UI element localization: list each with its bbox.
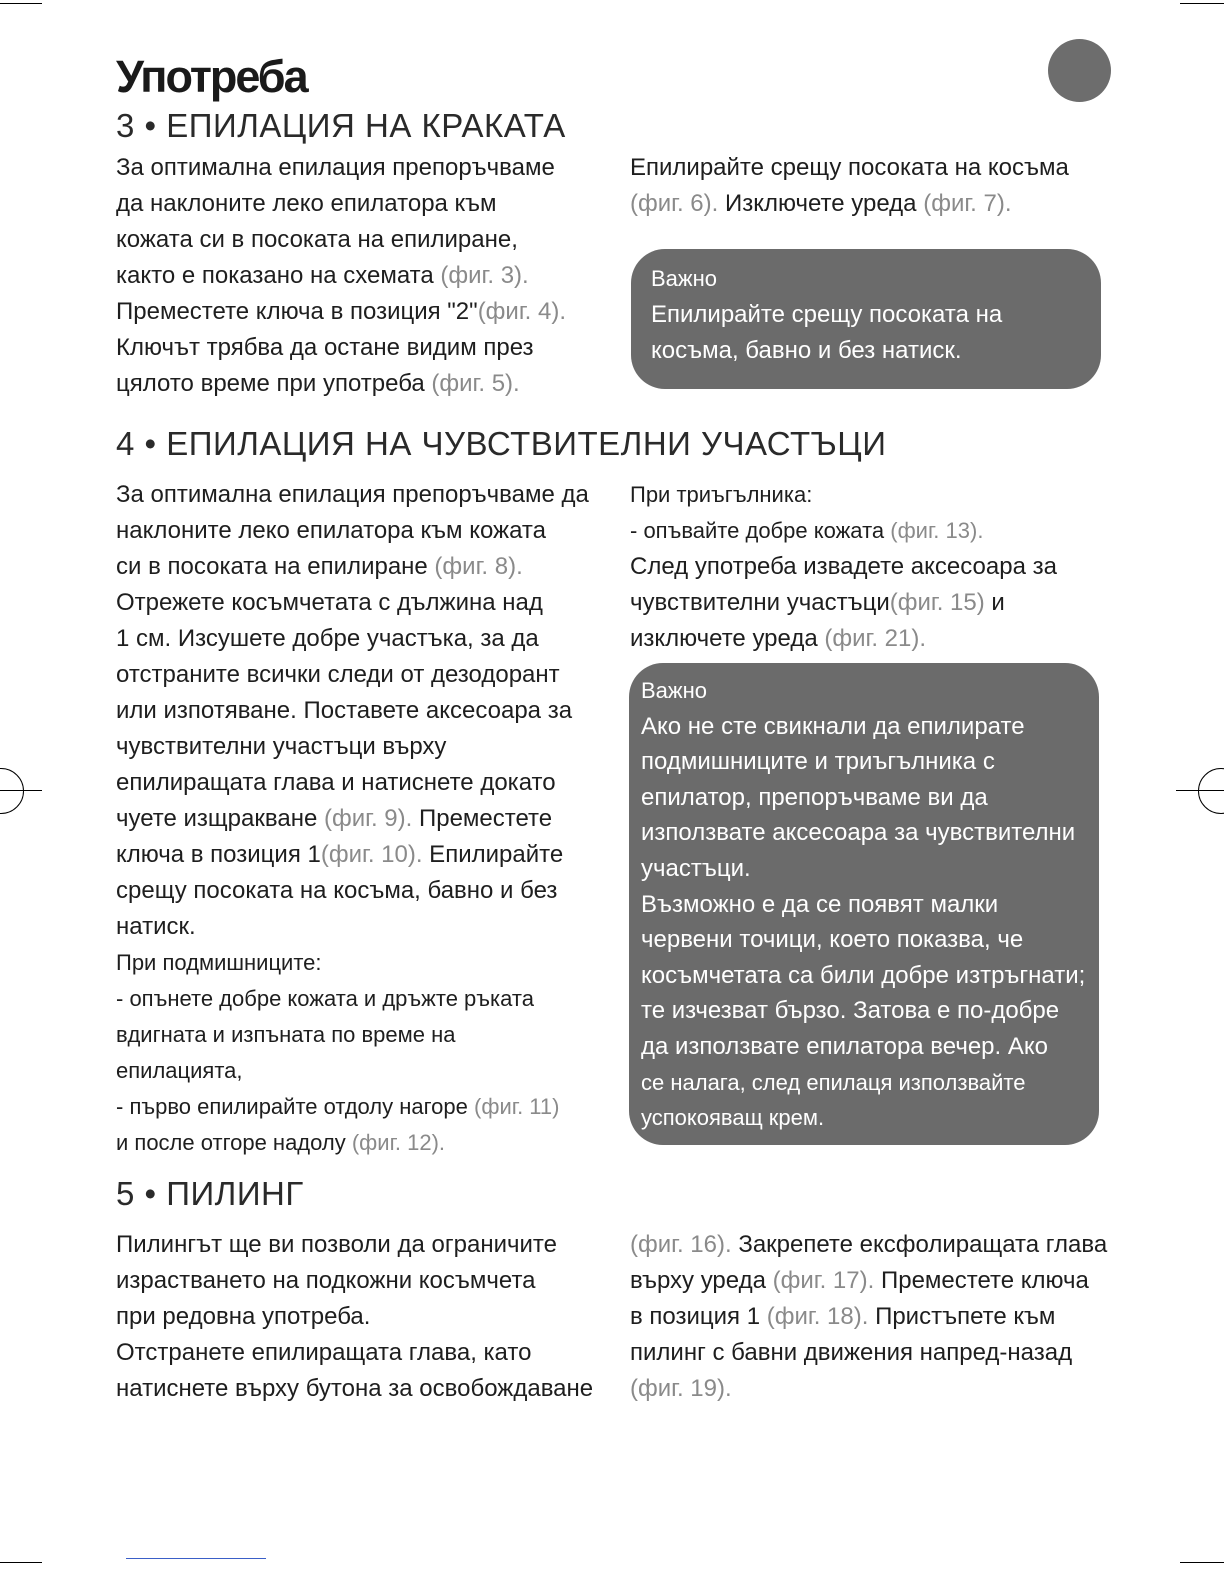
crop-mark bbox=[1180, 3, 1224, 4]
text-line: наклоните леко епилатора към кожата bbox=[116, 517, 546, 544]
figure-ref: (фиг. 10). bbox=[320, 841, 423, 868]
text-line: За оптимална епилация препоръчваме да bbox=[116, 481, 589, 508]
text-line: епилацията, bbox=[116, 1058, 243, 1083]
text-line: пилинг с бавни движения напред-назад bbox=[630, 1339, 1073, 1366]
text-line bbox=[116, 1125, 616, 1161]
text-span: в позиция 1 bbox=[630, 1303, 767, 1330]
text-line: След употреба извадете аксесоара за bbox=[630, 553, 1057, 580]
section-3-left-text bbox=[116, 150, 606, 402]
text-line bbox=[630, 1227, 1110, 1263]
text-span: Преместете ключа в позиция "2" bbox=[116, 298, 478, 325]
section-4-right-text bbox=[630, 477, 1110, 657]
text-line: използвате аксесоара за чувствителни bbox=[641, 819, 1076, 847]
text-line: при редовна употреба. bbox=[116, 1303, 371, 1330]
text-line: Отстранете епилиращата глава, като bbox=[116, 1339, 532, 1366]
armpits-title: При подмишниците: bbox=[116, 950, 322, 975]
text-line bbox=[116, 366, 606, 402]
section-4-heading: 4 • ЕПИЛАЦИЯ НА ЧУВСТВИТЕЛНИ УЧАСТЪЦИ bbox=[116, 425, 887, 462]
text-line: Ако не сте свикнали да епилирате bbox=[641, 712, 1025, 740]
text-line: те изчезват бързо. Затова е по-добре bbox=[641, 997, 1060, 1025]
figure-ref: (фиг. 18). bbox=[766, 1303, 869, 1330]
crop-mark bbox=[0, 1562, 42, 1563]
figure-ref: (фиг. 3). bbox=[433, 262, 529, 289]
text-line: отстраните всички следи от дезодорант bbox=[116, 661, 560, 688]
text-span: чуете изщракване bbox=[116, 805, 324, 832]
text-line: Възможно е да се появят малки bbox=[641, 890, 999, 918]
text-line bbox=[630, 1263, 1110, 1299]
text-span: върху уреда bbox=[630, 1267, 773, 1294]
text-line: участъци. bbox=[641, 854, 751, 882]
text-span: Изключете уреда bbox=[718, 190, 924, 217]
important-box-sensitive bbox=[629, 663, 1099, 1145]
text-span: Епилирайте bbox=[422, 841, 564, 868]
figure-ref: (фиг. 15) bbox=[889, 589, 985, 616]
text-line: вдигната и изпъната по време на bbox=[116, 1022, 456, 1047]
text-line bbox=[116, 837, 616, 873]
figure-ref: (фиг. 9). bbox=[323, 805, 413, 832]
text-line: Пилингът ще ви позволи да ограничите bbox=[116, 1231, 557, 1258]
text-span: - опъвайте добре кожата bbox=[630, 518, 891, 543]
figure-ref: (фиг. 19). bbox=[630, 1375, 732, 1402]
text-line: епилиращата глава и натиснете докато bbox=[116, 769, 556, 796]
figure-ref: (фиг. 13). bbox=[890, 518, 984, 543]
text-line bbox=[116, 258, 606, 294]
text-line bbox=[630, 1299, 1110, 1335]
figure-ref: (фиг. 12). bbox=[351, 1130, 446, 1155]
text-line: червени точици, което показва, че bbox=[641, 926, 1024, 954]
text-span: чувствителни участъци bbox=[630, 589, 890, 616]
text-line: Ключът трябва да остане видим през bbox=[116, 334, 534, 361]
section-3-right-text bbox=[630, 150, 1110, 222]
text-line: успокояващ крем. bbox=[641, 1105, 825, 1131]
text-line: епилатор, препоръчваме ви да bbox=[641, 783, 988, 811]
text-line bbox=[116, 801, 616, 837]
registration-circle bbox=[1198, 768, 1224, 814]
text-span: Преместете ключа bbox=[874, 1267, 1089, 1294]
text-line: срещу посоката на косъма, бавно и без bbox=[116, 877, 558, 904]
important-label: Важно bbox=[641, 678, 708, 703]
text-line: За оптимална епилация препоръчваме bbox=[116, 154, 555, 181]
section-3-heading: 3 • ЕПИЛАЦИЯ НА КРАКАТА bbox=[116, 107, 566, 144]
text-span: - първо епилирайте отдолу нагоре bbox=[116, 1094, 475, 1119]
text-line bbox=[116, 294, 606, 330]
text-line: чувствителни участъци върху bbox=[116, 733, 447, 760]
text-span: си в посоката на епилиране bbox=[116, 553, 428, 580]
text-span: както е показано на схемата bbox=[116, 262, 434, 289]
figure-ref: (фиг. 11) bbox=[474, 1094, 560, 1119]
figure-ref: (фиг. 7). bbox=[923, 190, 1012, 217]
text-span: ключа в позиция 1 bbox=[116, 841, 321, 868]
text-span: Преместете bbox=[412, 805, 553, 832]
section-5-right-text bbox=[630, 1227, 1110, 1407]
figure-ref: (фиг. 16). bbox=[630, 1231, 732, 1258]
text-line bbox=[116, 1089, 616, 1125]
text-line bbox=[630, 186, 1110, 222]
text-line: се налага, след епилаця използвайте bbox=[641, 1069, 1026, 1095]
section-5-heading: 5 • ПИЛИНГ bbox=[116, 1175, 304, 1212]
text-line: натиснете върху бутона за освобождаване bbox=[116, 1375, 594, 1402]
text-line: Епилирайте срещу посоката на bbox=[651, 301, 1003, 328]
section-4-left-text bbox=[116, 477, 616, 1161]
text-line: косъма, бавно и без натиск. bbox=[651, 337, 962, 364]
triangle-title: При триъгълника: bbox=[630, 482, 813, 507]
figure-ref: (фиг. 4). bbox=[477, 298, 566, 325]
figure-ref: (фиг. 6). bbox=[630, 190, 719, 217]
crop-mark bbox=[0, 3, 42, 4]
text-line: натиск. bbox=[116, 913, 196, 940]
page-marker-circle bbox=[1048, 39, 1111, 102]
text-line bbox=[630, 585, 1110, 621]
important-label: Важно bbox=[651, 266, 718, 291]
footer-line bbox=[126, 1558, 266, 1559]
text-line: косъмчетата са били добре изтръгнати; bbox=[641, 961, 1086, 989]
text-line bbox=[630, 621, 1110, 657]
figure-ref: (фиг. 21). bbox=[824, 625, 927, 652]
figure-ref: (фиг. 17). bbox=[772, 1267, 875, 1294]
text-span: и после отгоре надолу bbox=[116, 1130, 352, 1155]
section-5-left-text bbox=[116, 1227, 616, 1407]
text-line bbox=[116, 549, 616, 585]
figure-ref: (фиг. 8). bbox=[427, 553, 523, 580]
text-line bbox=[630, 513, 1110, 549]
text-line: или изпотяване. Поставете аксесоара за bbox=[116, 697, 573, 724]
text-span: изключете уреда bbox=[630, 625, 825, 652]
figure-ref: (фиг. 5). bbox=[424, 370, 520, 397]
text-line: кожата си в посоката на епилиране, bbox=[116, 226, 518, 253]
registration-circle bbox=[0, 768, 24, 814]
page-title: Употреба bbox=[116, 51, 307, 102]
text-span: Закрепете ексфолиращата глава bbox=[731, 1231, 1108, 1258]
text-span: цялото време при употреба bbox=[116, 370, 425, 397]
text-span: и bbox=[984, 589, 1005, 616]
text-line: - опънете добре кожата и дръжте ръката bbox=[116, 986, 534, 1011]
text-line: да използвате епилатора вечер. Ако bbox=[641, 1032, 1048, 1060]
important-box-legs bbox=[631, 249, 1101, 389]
text-span: Пристъпете към bbox=[868, 1303, 1056, 1330]
text-line: да наклоните леко епилатора към bbox=[116, 190, 497, 217]
crop-mark bbox=[1180, 1562, 1224, 1563]
text-line: израстването на подкожни косъмчета bbox=[116, 1267, 536, 1294]
text-line: Отрежете косъмчетата с дължина над bbox=[116, 589, 543, 616]
text-line: Епилирайте срещу посоката на косъма bbox=[630, 154, 1069, 181]
text-line bbox=[630, 1371, 1110, 1407]
text-line: 1 см. Изсушете добре участъка, за да bbox=[116, 625, 539, 652]
text-line: подмишниците и триъгълника с bbox=[641, 748, 995, 776]
